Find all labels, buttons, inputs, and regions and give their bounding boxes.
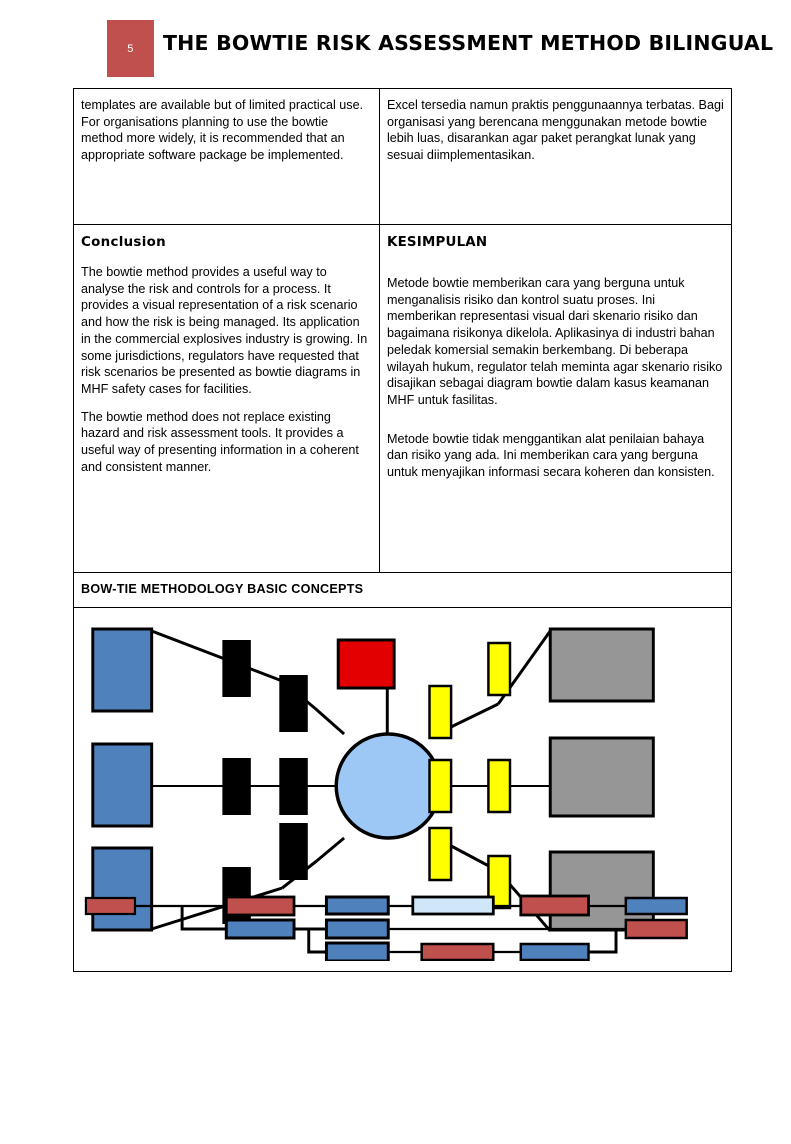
conclusion-cell-english <box>74 225 380 573</box>
threat-box-1 <box>93 629 152 711</box>
table-row-conclusion <box>74 225 732 573</box>
flow-branch-2-3 <box>309 929 327 952</box>
conclusion-cell-indonesian <box>380 225 732 573</box>
flow-bar-1-5 <box>521 896 589 915</box>
preventive-barrier-3 <box>223 759 250 814</box>
table-row-intro <box>74 89 732 225</box>
mitigative-barriers <box>429 643 509 908</box>
preventive-barriers <box>223 641 306 923</box>
intro-text-english: templates are available but of limited practical use. For organisations planning to use the bowtie method more widely, it is recommended that an appropriate software package be implemented. <box>81 98 364 163</box>
mitigative-barrier-3 <box>429 760 451 812</box>
consequence-box-3 <box>550 852 653 930</box>
spacer <box>387 420 724 431</box>
top-event-circle <box>336 734 440 838</box>
intro-cell-english <box>74 89 380 225</box>
flow-bar-1-4 <box>413 897 493 914</box>
flow-row-3 <box>326 943 588 961</box>
consequence-boxes <box>550 629 653 930</box>
threat-box-2 <box>93 744 152 826</box>
mitigative-barrier-2 <box>429 686 451 738</box>
line-threat3-c <box>317 838 344 861</box>
spacer <box>387 264 724 275</box>
flow-bar-3-3 <box>521 944 589 960</box>
conclusion-paragraph-indonesian-2: Metode bowtie tidak menggantikan alat penilaian bahaya dan risiko yang ada. Ini memberikan cara yang berguna untuk menyajikan informasi secara koheren dan konsisten. <box>387 431 715 480</box>
page-header <box>0 0 791 82</box>
consequence-box-2 <box>550 738 653 816</box>
line-threat1-a <box>152 631 283 681</box>
table-row-section-title <box>74 573 732 608</box>
diagram-cell <box>74 607 732 971</box>
flow-bar-1-6 <box>626 898 687 914</box>
intro-cell-indonesian <box>380 89 732 225</box>
hazard-box <box>338 640 394 688</box>
mitigative-barrier-4 <box>488 760 510 812</box>
bowtie-and-flow-svg <box>81 616 724 961</box>
line-threat1-c <box>315 708 344 734</box>
table-row-diagram <box>74 607 732 971</box>
flow-bar-3-2 <box>422 944 494 960</box>
flow-bar-2-3 <box>626 920 687 938</box>
conclusion-heading-indonesian: KESIMPULAN <box>387 235 488 250</box>
page-number-badge: 5 <box>107 20 154 77</box>
page-title: THE BOWTIE RISK ASSESSMENT METHOD BILINGUAL <box>163 31 774 55</box>
bilingual-content-table <box>73 88 732 972</box>
mitigative-barrier-5 <box>429 828 451 880</box>
preventive-barrier-5 <box>280 824 307 879</box>
section-title: BOW-TIE METHODOLOGY BASIC CONCEPTS <box>74 573 732 608</box>
flow-bar-3-1 <box>326 943 388 961</box>
conclusion-paragraph-english-2: The bowtie method does not replace existing hazard and risk assessment tools. It provides a useful way of presenting information in a coherent and consistent manner. <box>81 409 359 474</box>
flow-merge-3-2 <box>589 929 616 952</box>
consequence-box-1 <box>550 629 653 701</box>
threat-boxes <box>93 629 152 930</box>
flow-bar-1-2 <box>226 897 294 915</box>
diagram-container <box>81 616 724 961</box>
conclusion-heading-english: Conclusion <box>81 235 166 250</box>
preventive-barrier-2 <box>280 676 307 731</box>
conclusion-paragraph-indonesian-1: Metode bowtie memberikan cara yang berguna untuk menganalisis risiko dan kontrol suatu proses. Ini memberikan representasi visual dari skenario risiko dan bagaimana risikonya dikelola. Aplikasinya di industri bahan peledak komersial semakin berkembang. Di beberapa wilayah hukum, regulator telah meminta agar skenario risiko disajikan sebagai diagram bowtie dalam kasus keamanan MHF untuk fasilitas. <box>387 275 723 407</box>
mitigative-barrier-1 <box>488 643 510 695</box>
preventive-barrier-1 <box>223 641 250 696</box>
preventive-barrier-4 <box>280 759 307 814</box>
flow-bar-2-2 <box>326 920 388 938</box>
threat-box-3 <box>93 848 152 930</box>
flow-bar-1-1 <box>86 898 135 914</box>
flow-bar-2-1 <box>226 920 294 938</box>
conclusion-paragraph-english-1: The bowtie method provides a useful way to analyse the risk and controls for a process. It provides a visual representation of a risk scenario and how the risk is being managed. Its application in the commercial explosives industry is growing. In some jurisdictions, regulators have requested that risk scenarios be presented as bowtie diagrams in MHF safety cases for facilities. <box>81 264 368 396</box>
flow-bar-1-3 <box>326 897 388 914</box>
intro-text-indonesian: Excel tersedia namun praktis penggunaannya terbatas. Bagi organisasi yang berencana menggunakan metode bowtie lebih luas, disarankan agar paket perangkat lunak yang sesuai diimplementasikan. <box>387 98 724 163</box>
